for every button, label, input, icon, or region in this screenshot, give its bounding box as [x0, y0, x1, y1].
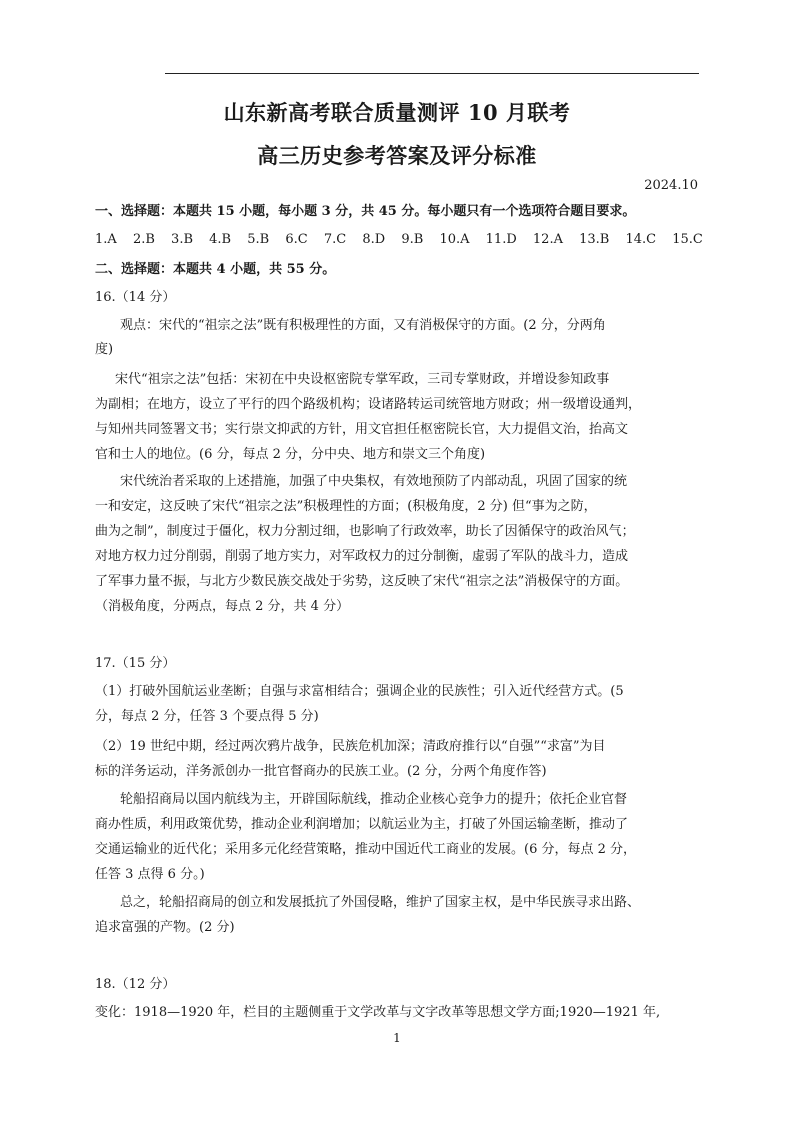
answer-item: 2.B: [132, 232, 155, 247]
q17-line: 分，每点 2 分，任答 3 个要点得 5 分): [95, 709, 319, 724]
q16-label: 16.（14 分）: [95, 290, 176, 305]
answer-item: 13.B: [579, 232, 610, 247]
section1-heading: 一、选择题：本题共 15 小题，每小题 3 分，共 45 分。每小题只有一个选项符合题目要求。: [95, 204, 636, 219]
answer-item: 15.C: [672, 232, 703, 247]
q18-label: 18.（12 分）: [95, 977, 176, 992]
q16-line: 观点：宋代的“祖宗之法”既有积极理性的方面，又有消极保守的方面。(2 分，分两角: [120, 318, 606, 333]
q17-line: （2）19 世纪中期，经过两次鸦片战争，民族危机加深；清政府推行以“自强”“求富”为目: [95, 739, 606, 754]
answer-item: 7.C: [323, 232, 347, 247]
doc-date: 2024.10: [644, 178, 698, 193]
answer-item: 8.D: [362, 232, 386, 247]
q17-line: 标的洋务运动，洋务派创办一批官督商办的民族工业。(2 分，分两个角度作答): [95, 764, 547, 779]
answer-item: 14.C: [625, 232, 657, 247]
q17-label: 17.（15 分）: [95, 656, 176, 671]
answer-item: 1.A: [95, 232, 117, 247]
answer-item: 4.B: [209, 232, 232, 247]
q16-line: （消极角度，分两点，每点 2 分，共 4 分）: [95, 599, 350, 614]
q17-line: 追求富强的产物。(2 分): [95, 920, 235, 935]
q16-line: 一和安定，这反映了宋代“祖宗之法”积极理性的方面；(积极角度，2 分) 但“事为之防，: [95, 499, 597, 514]
header-rule: [165, 73, 699, 74]
answer-item: 3.B: [171, 232, 194, 247]
q16-line: 对地方权力过分削弱，削弱了地方实力，对军政权力的过分制衡，虚弱了军队的战斗力，造成: [95, 549, 629, 564]
q17-line: 任答 3 点得 6 分。): [95, 867, 205, 882]
answer-item: 5.B: [247, 232, 270, 247]
q17-line: 商办性质，利用政策优势，推动企业利润增加；以航运业为主，打破了外国运输垄断，推动了: [95, 817, 629, 832]
answer-key: [95, 232, 715, 247]
q17-line: （1）打破外国航运业垄断；自强与求富相结合；强调企业的民族性；引入近代经营方式。(5: [95, 684, 624, 699]
doc-title: 山东新高考联合质量测评 10 月联考: [223, 100, 571, 125]
q16-line: 官和士人的地位。(6 分，每点 2 分，分中央、地方和崇文三个角度): [95, 447, 486, 462]
answer-item: 6.C: [285, 232, 308, 247]
answer-item: 12.A: [532, 232, 563, 247]
doc-subtitle: 高三历史参考答案及评分标准: [257, 143, 537, 168]
answer-item: 11.D: [485, 232, 517, 247]
section2-heading: 二、选择题：本题共 4 小题，共 55 分。: [95, 262, 336, 277]
page-number: 1: [393, 1031, 401, 1045]
q17-line: 总之，轮船招商局的创立和发展抵抗了外国侵略，维护了国家主权，是中华民族寻求出路、: [120, 895, 641, 910]
q16-line: 了军事力量不振，与北方少数民族交战处于劣势，这反映了宋代“祖宗之法”消极保守的方面。: [95, 574, 629, 589]
answer-item: 10.A: [439, 232, 470, 247]
q16-line: 度): [95, 342, 114, 357]
q17-line: 轮船招商局以国内航线为主，开辟国际航线，推动企业核心竞争力的提升；依托企业官督: [120, 792, 628, 807]
q16-line: 与知州共同签署文书；实行崇文抑武的方针，用文官担任枢密院长官，大力提倡文治，抬高文: [95, 422, 629, 437]
q17-line: 交通运输业的近代化；采用多元化经营策略，推动中国近代工商业的发展。(6 分，每点 2 分，: [95, 842, 637, 857]
answer-item: 9.B: [401, 232, 424, 247]
q16-line: 为副相；在地方，设立了平行的四个路级机构；设诸路转运司统管地方财政；州一级增设通判，: [95, 397, 642, 412]
q16-line: 宋代“祖宗之法”包括：宋初在中央设枢密院专掌军政，三司专掌财政，并增设参知政事: [115, 372, 610, 387]
q18-line: 变化：1918—1920 年，栏目的主题侧重于文学改革与文字改革等思想文学方面;1920—1921 年,: [95, 1005, 661, 1020]
q16-line: 曲为之制”，制度过于僵化，权力分割过细，也影响了行政效率，助长了因循保守的政治风气；: [95, 524, 635, 539]
q16-line: 宋代统治者采取的上述措施，加强了中央集权，有效地预防了内部动乱，巩固了国家的统: [120, 474, 628, 489]
